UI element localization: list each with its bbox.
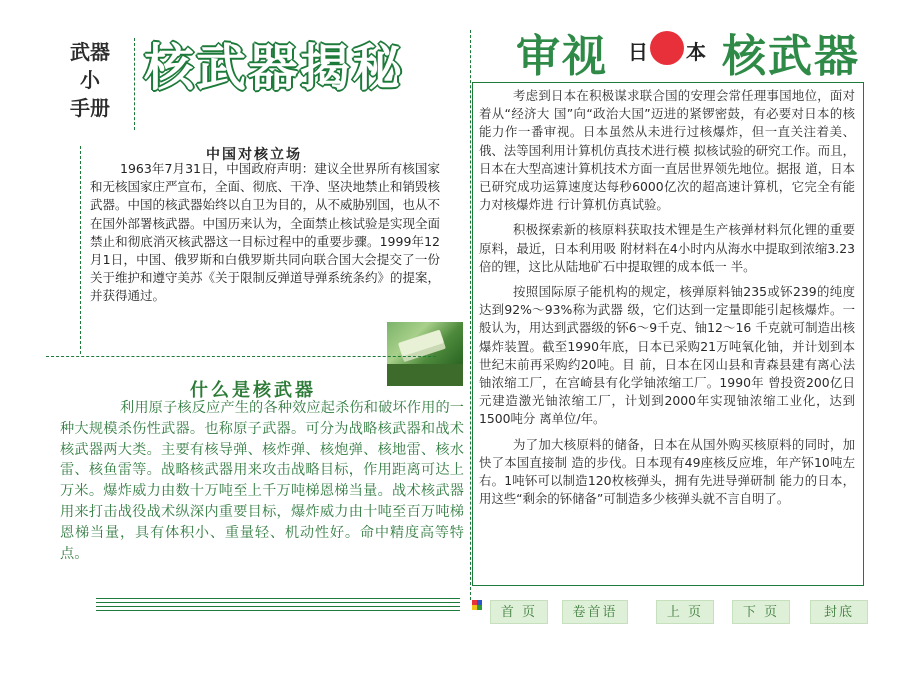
- article-paragraph: 考虑到日本在积极谋求联合国的安理会常任理事国地位，面对着从“经济大 国”向“政治大国”迈进的紧锣密鼓，有必要对日本的核能力作一番审视。日本虽然从未进行过核爆炸，但一直关注着美、俄、法等国利用计算机仿真技术进行模 拟核试验的研究工作。而且，日本在大型高速计算机技术方面一直居世界领先地位。据报 道，日本已研究成功运算速度达每秒6000亿次的超高速计算机，它完全有能力对核爆炸进 行计算机仿真试验。: [479, 88, 855, 213]
- section-divider: [46, 356, 436, 357]
- handbook-label: [62, 38, 118, 122]
- divider-short: [134, 38, 135, 130]
- section1-body: 1963年7月31日，中国政府声明：建议全世界所有核国家和无核国家庄严宣布，全面、彻底、干净、坚决地禁止和销毁核武器。中国的核武器始终以自卫为目的，从不威胁别国，也从不在国外部署核武器。中国历来认为，全面禁止核试验是实现全面禁止和彻底消灭核武器这一目标过程中的重要步骤。1999年12月1日，中国、俄罗斯和白俄罗斯共同向联合国大会提交了一份关于维护和遵守美苏《关于限制反弹道导弹系统条约》的提案，并获得通过。: [90, 161, 441, 304]
- column-divider: [470, 30, 471, 600]
- article-title-part1: 审视: [516, 31, 608, 82]
- section1-title: 中国对核立场: [206, 147, 302, 163]
- toc-button[interactable]: 卷首语: [562, 600, 628, 624]
- article-title-ben: 本: [686, 40, 706, 64]
- article-paragraph: 为了加大核原料的储备，日本在从国外购买核原料的同时，加快了本国直接制 造的步伐。日本现有49座核反应堆，年产钚10吨左右。1吨钚可以制造120枚核弹头，拥有先进导弹研制 能力的日本，用这些“剩余的钚储备”可制造多少核弹头就不言自明了。: [479, 436, 855, 507]
- home-button[interactable]: 首 页: [490, 600, 548, 624]
- handbook-char-2: 小: [80, 68, 100, 92]
- bottom-rule: [96, 598, 460, 616]
- article-title-ri: 日: [628, 40, 648, 64]
- handbook-char-3: 手册: [70, 96, 110, 120]
- section2-body: 利用原子核反应产生的各种效应起杀伤和破坏作用的一种大规模杀伤性武器。也称原子武器。可分为战略核武器和战术核武器两大类。主要有核导弹、核炸弹、核炮弹、核地雷、核水雷、核鱼雷等。战略核武器用来攻击战略目标，作用距离可达上万米。爆炸威力由数十万吨至上千万吨梯恩梯当量。战术核武器用来打击战役战术纵深内重要目标，爆炸威力由十吨至百万吨梯恩梯当量，具有体积小、重量轻、机动性好。命中精度高等特点。: [60, 400, 464, 562]
- article-paragraph: 按照国际原子能机构的规定，核弹原料铀235或钚239的纯度达到92%～93%称为武器 级，它们达到一定量即能引起核爆炸。一般认为，用达到武器级的钚6～9千克、铀12～16 千克就可制造出核爆炸装置。截至1990年底，日本已采购21万吨氧化铀，并计划到本世纪末前再采购约20吨。目 前，日本在冈山县和青森县建有离心法铀浓缩工厂，在宫崎县有化学铀浓缩工厂。1990年 曾投资200亿日元建造激光铀浓缩工厂，计划到2000年实现铀浓缩工业化，达到1500吨分 离单位/年。: [479, 284, 855, 427]
- back-cover-button[interactable]: 封底: [810, 600, 868, 624]
- missile-photo: [387, 322, 463, 386]
- prev-page-button[interactable]: 上 页: [656, 600, 714, 624]
- page-title: 核武器揭秘: [144, 38, 404, 97]
- next-page-button[interactable]: 下 页: [732, 600, 790, 624]
- article-box: [472, 82, 864, 586]
- article-title-part2: 核武器: [722, 31, 860, 82]
- handbook-char-1: 武器: [70, 40, 110, 64]
- section2-title: 什么是核武器: [190, 380, 316, 401]
- article-paragraph: 积极探索新的核原料获取技术锂是生产核弹材料氘化锂的重要原料，最近，日本利用吸 附材料在4小时内从海水中提取到浓缩3.23倍的锂，这比从陆地矿石中提取锂的成本低一 半。: [479, 222, 855, 274]
- page-nav: [476, 598, 876, 628]
- japan-flag-sun-icon: [650, 31, 684, 65]
- section1-divider: [80, 146, 81, 354]
